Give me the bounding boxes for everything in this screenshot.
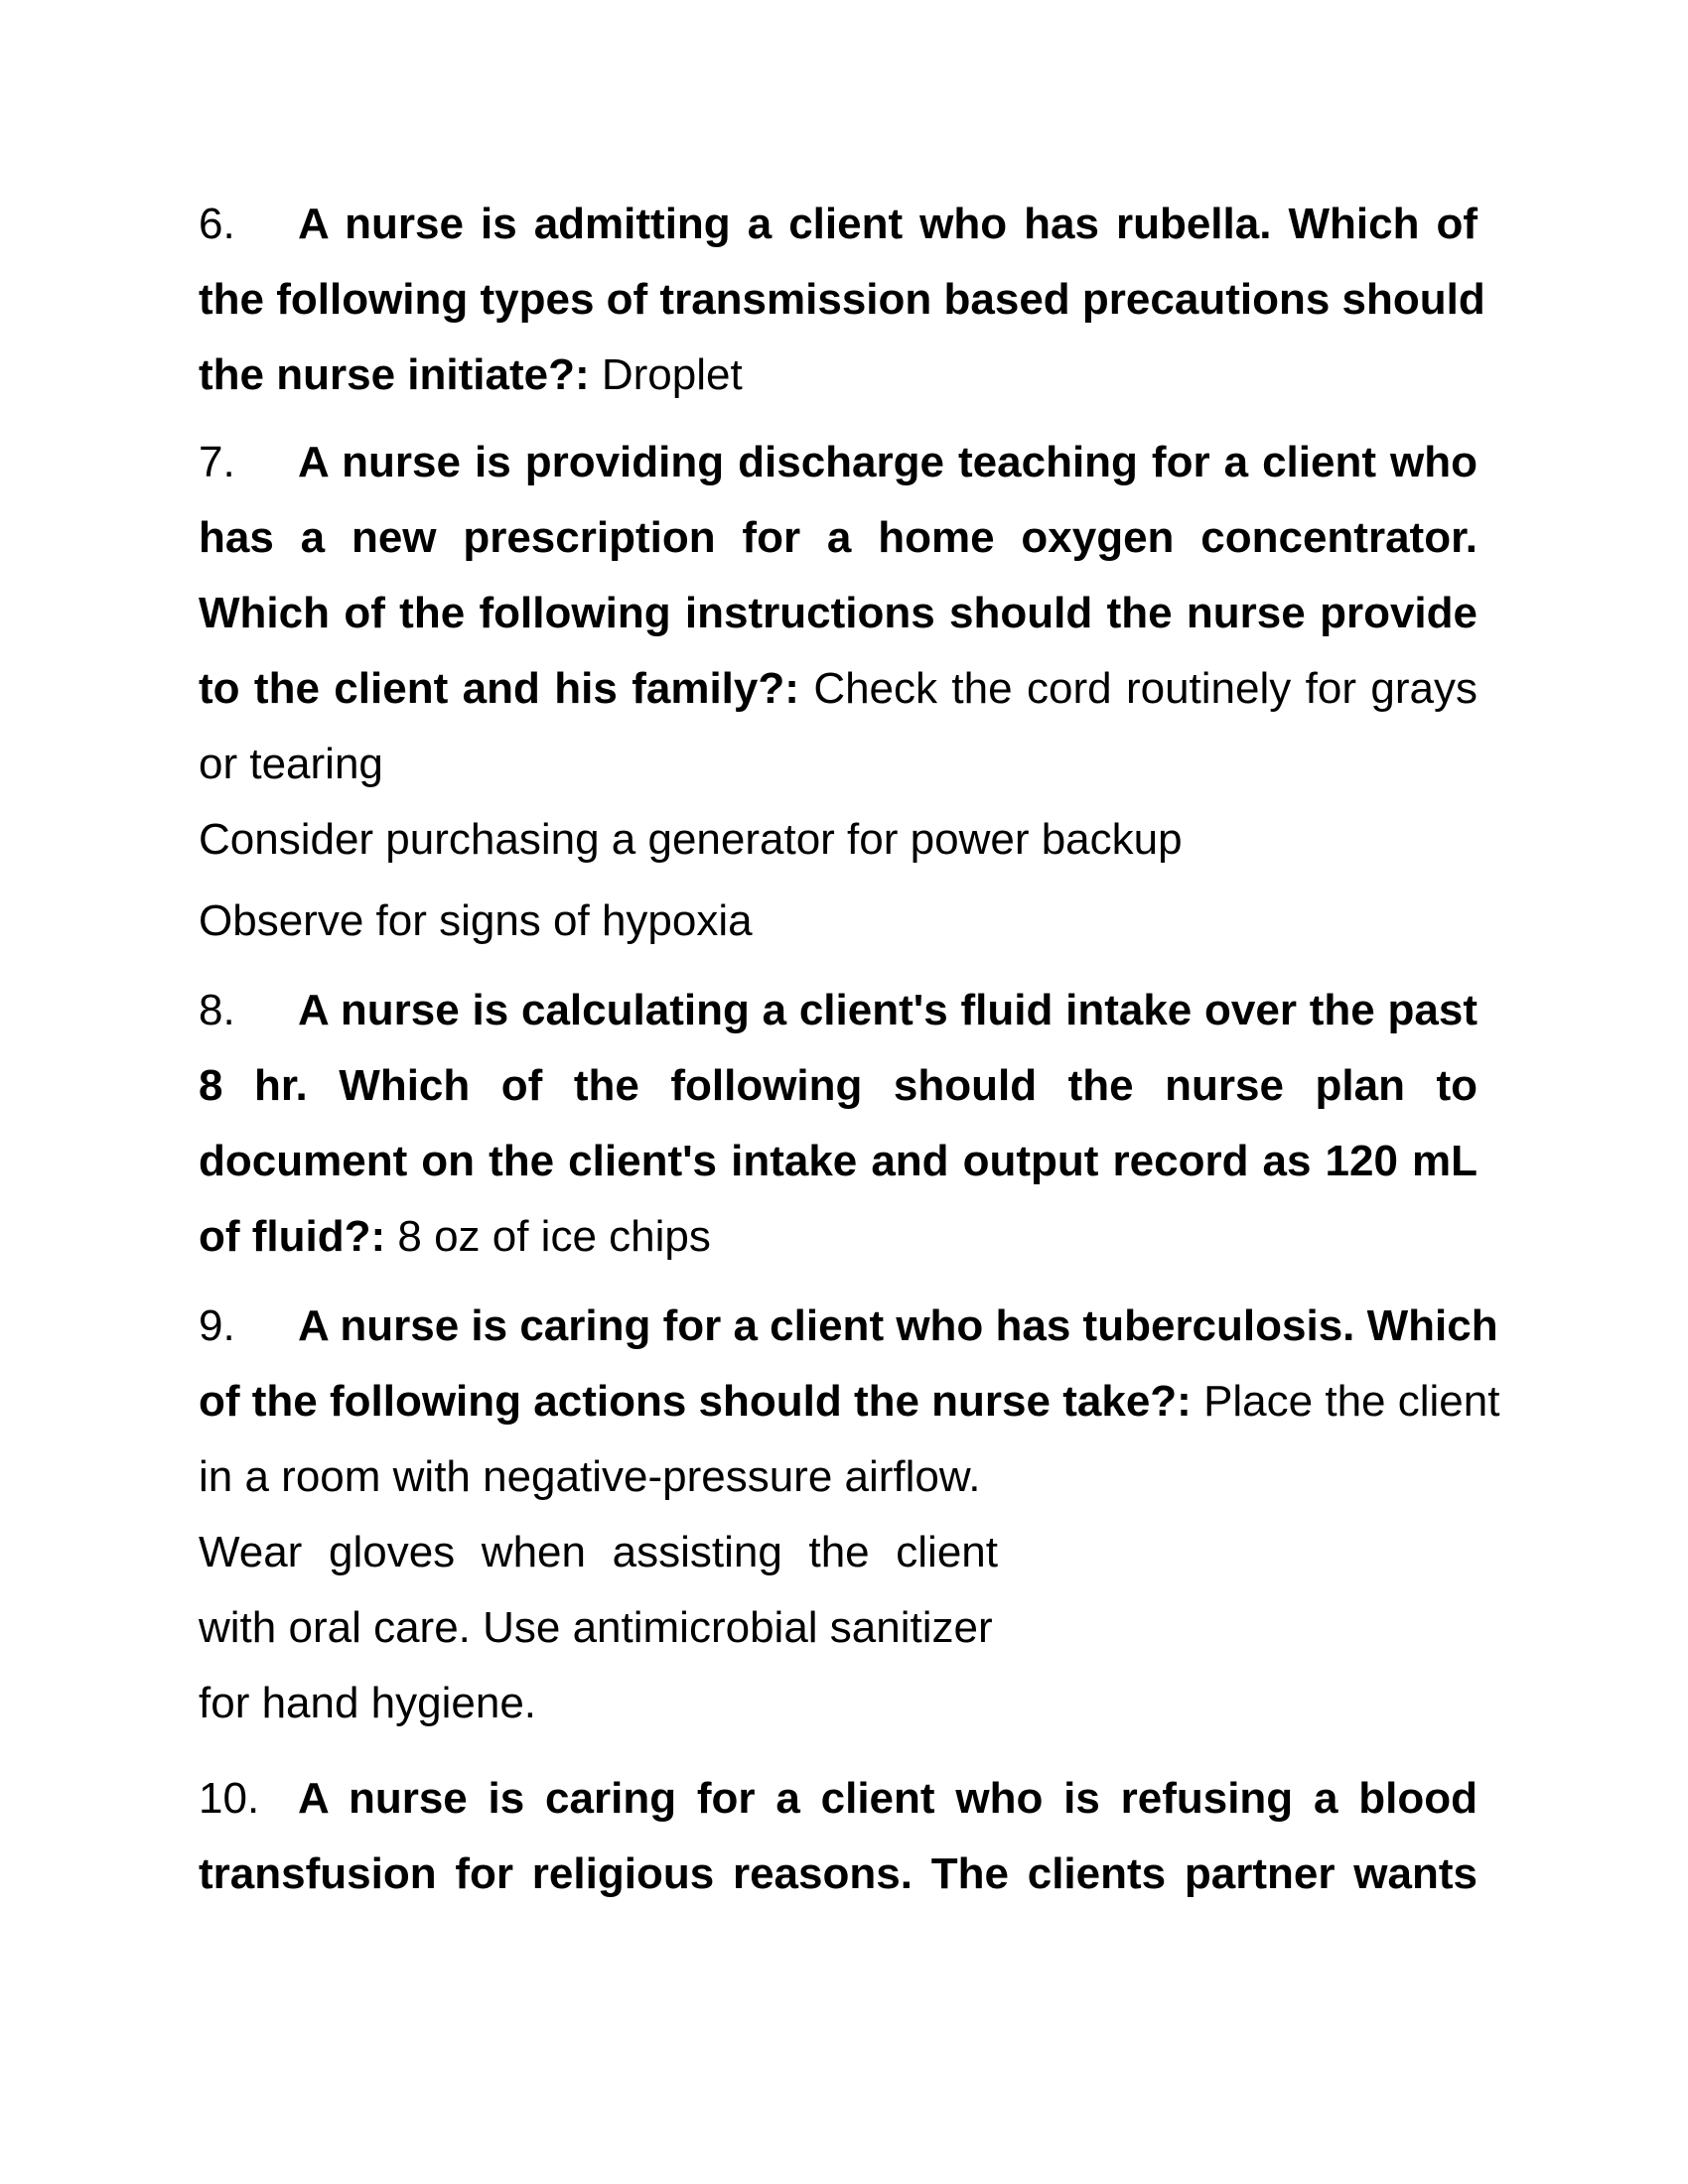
question-line xyxy=(199,1300,1498,1352)
question-text: of fluid?: xyxy=(199,1212,386,1261)
question-number: 6. xyxy=(199,200,235,248)
question-number: 10. xyxy=(199,1774,260,1823)
question-text: the nurse initiate?: xyxy=(199,350,590,399)
question-text: A nurse is calculating a client's fluid intake over the past xyxy=(298,986,1477,1034)
question-line xyxy=(199,588,1477,639)
question-line xyxy=(199,1376,1500,1428)
question-text: A nurse is caring for a client who has tuberculosis. Which xyxy=(298,1301,1498,1350)
question-line xyxy=(199,1211,1477,1263)
question-line xyxy=(199,274,1485,326)
question-number: 7. xyxy=(199,438,235,486)
answer-line: Observe for signs of hypoxia xyxy=(199,896,753,945)
question-line xyxy=(199,512,1477,564)
question-line xyxy=(199,663,1477,715)
answer-line: or tearing xyxy=(199,740,383,788)
question-text: has a new prescription for a home oxygen concentrator. xyxy=(199,513,1477,562)
question-line xyxy=(199,1848,1477,1900)
answer-text: 8 oz of ice chips xyxy=(397,1212,711,1261)
question-text: of the following actions should the nurse take?: xyxy=(199,1377,1192,1426)
question-text: Which of the following instructions should the nurse provide xyxy=(199,589,1477,637)
question-line xyxy=(199,199,1477,250)
question-text: the following types of transmission based precautions should xyxy=(199,275,1485,324)
question-line xyxy=(199,349,1477,401)
question-number: 8. xyxy=(199,986,235,1034)
answer-line: Wear gloves when assisting the client xyxy=(199,1528,998,1576)
question-text: A nurse is admitting a client who has rubella. Which of xyxy=(298,200,1477,248)
answer-line: Consider purchasing a generator for power backup xyxy=(199,815,1183,864)
question-text: A nurse is providing discharge teaching for a client who xyxy=(298,438,1477,486)
question-text: A nurse is caring for a client who is refusing a blood xyxy=(298,1774,1477,1823)
question-text: to the client and his family?: xyxy=(199,664,799,713)
answer-text: Check the cord routinely for grays xyxy=(813,664,1477,713)
question-line xyxy=(199,1136,1477,1187)
answer-line: in a room with negative-pressure airflow. xyxy=(199,1452,981,1501)
question-line xyxy=(199,437,1477,488)
answer-line: with oral care. Use antimicrobial sanitizer xyxy=(199,1603,993,1652)
answer-text: Place the client xyxy=(1203,1377,1500,1426)
answer-line: for hand hygiene. xyxy=(199,1679,537,1727)
question-line xyxy=(199,1060,1477,1112)
question-text: 8 hr. Which of the following should the nurse plan to xyxy=(199,1061,1477,1110)
question-text: transfusion for religious reasons. The clients partner wants xyxy=(199,1849,1477,1898)
question-line xyxy=(199,1773,1477,1825)
question-line xyxy=(199,985,1477,1036)
question-text: document on the client's intake and output record as 120 mL xyxy=(199,1137,1477,1185)
question-number: 9. xyxy=(199,1301,235,1350)
answer-text: Droplet xyxy=(601,350,743,399)
